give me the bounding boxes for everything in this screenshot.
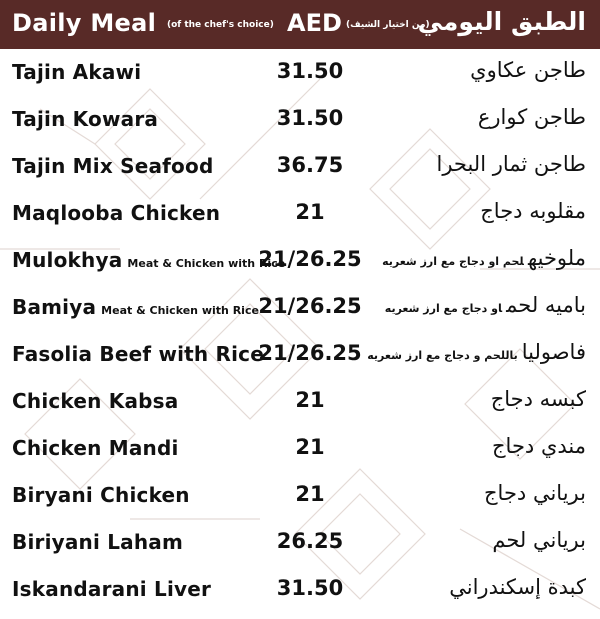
item-price: 31.50 — [276, 106, 344, 130]
item-name-english: Tajin Kowara — [12, 107, 159, 131]
item-name-english: Mulokhya Meat & Chicken with Rice — [12, 248, 286, 272]
item-name-english: Bamiya Meat & Chicken with Rice — [12, 295, 259, 319]
menu-item — [0, 237, 600, 284]
item-price: 36.75 — [276, 153, 344, 177]
item-name-arabic: ملوخيهلحم او دجاج مع ارز شعريه — [382, 246, 586, 270]
item-price: 21/26.25 — [258, 294, 362, 318]
title-english: Daily Meal — [12, 9, 157, 37]
item-price: 21/26.25 — [258, 247, 362, 271]
item-name-arabic: برياني لحم — [492, 528, 586, 552]
menu-item — [0, 472, 600, 519]
title-arabic: الطبق اليومي — [417, 7, 586, 36]
menu-item — [0, 190, 600, 237]
menu-header — [0, 0, 600, 49]
item-price: 26.25 — [276, 529, 344, 553]
item-name-arabic: برياني دجاج — [484, 481, 586, 505]
item-name-english: Biryani Chicken — [12, 483, 190, 507]
item-name-english: Chicken Kabsa — [12, 389, 179, 413]
item-price: 21 — [295, 200, 325, 224]
item-name-english: Biriyani Laham — [12, 530, 184, 554]
item-price: 31.50 — [276, 59, 344, 83]
item-name-english: Maqlooba Chicken — [12, 201, 221, 225]
item-name-arabic: باميه لحماو دجاج مع ارز شعريه — [384, 293, 586, 317]
menu-item — [0, 49, 600, 96]
item-name-arabic: مندي دجاج — [491, 434, 586, 458]
title-english-subtitle: (of the chef's choice) — [167, 20, 274, 30]
menu-item — [0, 519, 600, 566]
item-name-arabic: كبسه دجاج — [490, 387, 586, 411]
item-name-arabic: كبدة إسكندراني — [449, 575, 586, 599]
item-name-arabic: طاجن ثمار البحرا — [436, 152, 586, 176]
title-arabic-subtitle: (من اختيار الشيف) — [346, 20, 430, 30]
item-name-arabic: طاجن عكاوي — [470, 58, 586, 82]
item-name-english: Tajin Akawi — [12, 60, 142, 84]
item-price: 21/26.25 — [258, 341, 362, 365]
item-name-english: Fasolia Beef with Rice — [12, 342, 265, 366]
item-name-arabic: طاجن كوارع — [477, 105, 586, 129]
menu-item — [0, 378, 600, 425]
item-price: 31.50 — [276, 576, 344, 600]
item-name-arabic: فاصولياباللحم و دجاج مع ارز شعريه — [367, 340, 586, 364]
item-name-english: Chicken Mandi — [12, 436, 179, 460]
menu-item — [0, 331, 600, 378]
item-name-english: Iskandarani Liver — [12, 577, 212, 601]
item-name-english: Tajin Mix Seafood — [12, 154, 214, 178]
menu-item — [0, 96, 600, 143]
menu-item — [0, 566, 600, 613]
menu-item — [0, 425, 600, 472]
item-price: 21 — [295, 388, 325, 412]
item-price: 21 — [295, 482, 325, 506]
menu-item — [0, 143, 600, 190]
menu-item — [0, 284, 600, 331]
item-price: 21 — [295, 435, 325, 459]
currency-label: AED — [287, 9, 342, 37]
item-name-arabic: مقلوبه دجاج — [480, 199, 586, 223]
